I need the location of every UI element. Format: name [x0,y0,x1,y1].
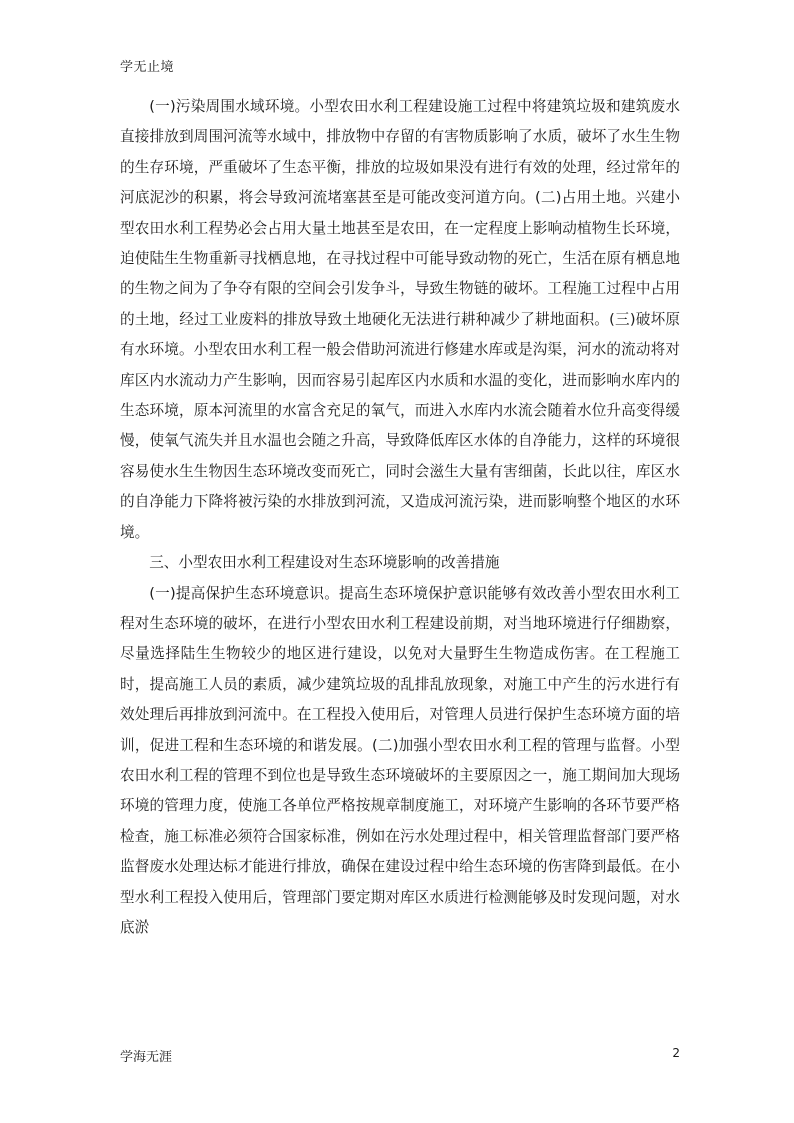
section-heading-improvement-measures: 三、小型农田水利工程建设对生态环境影响的改善措施 [149,554,500,572]
document-body [120,92,680,943]
paragraph-awareness-management: (一)提高保护生态环境意识。提高生态环境保护意识能够有效改善小型农田水利工程对生态环境的破坏，在进行小型农田水利工程建设前期，对当地环境进行仔细勘察，尽量选择陆生生物较少的地区进行建设，以免对大量野生生物造成伤害。在工程施工时，提高施工人员的素质，减少建筑垃圾的乱排乱放现象，对施工中产生的污水进行有效处理后再排放到河流中。在工程投入使用后，对管理人员进行保护生态环境方面的培训，促进工程和生态环境的和谐发展。(二)加强小型农田水利工程的管理与监督。小型农田水利工程的管理不到位也是导致生态环境破坏的主要原因之一，施工期间加大现场环境的管理力度，使施工各单位严格按规章制度施工，对环境产生影响的各环节要严格检查，施工标准必须符合国家标准，例如在污水处理过程中，相关管理监督部门要严格监督废水处理达标才能进行排放，确保在建设过程中给生态环境的伤害降到最低。在小型水利工程投入使用后，管理部门要定期对库区水质进行检测能够及时发现问题，对水底淤 [120,584,680,936]
page-number: 2 [672,1046,680,1060]
page-footer: 学海无涯 [120,1050,173,1065]
page-header: 学无止境 [120,60,175,75]
paragraph-pollution-land-water: (一)污染周围水域环境。小型农田水利工程建设施工过程中将建筑垃圾和建筑废水直接排放到周围河流等水域中，排放物中存留的有害物质影响了水质，破坏了水生生物的生存环境，严重破坏了生态平衡，排放的垃圾如果没有进行有效的处理，经过常年的河底泥沙的积累，将会导致河流堵塞甚至是可能改变河道方向。(二)占用土地。兴建小型农田水利工程势必会占用大量土地甚至是农田，在一定程度上影响动植物生长环境，迫使陆生生物重新寻找栖息地，在寻找过程中可能导致动物的死亡，生活在原有栖息地的生物之间为了争夺有限的空间会引发争斗，导致生物链的破坏。工程施工过程中占用的土地，经过工业废料的排放导致土地硬化无法进行耕种减少了耕地面积。(三)破坏原有水环境。小型农田水利工程一般会借助河流进行修建水库或是沟渠，河水的流动将对库区内水流动力产生影响，因而容易引起库区内水质和水温的变化，进而影响水库内的生态环境，原本河流里的水富含充足的氧气，而进入水库内水流会随着水位升高变得缓慢，使氧气流失并且水温也会随之升高，导致降低库区水体的自净能力，这样的环境很容易使水生生物因生态环境改变而死亡，同时会滋生大量有害细菌，长此以往，库区水的自净能力下降将被污染的水排放到河流，又造成河流污染，进而影响整个地区的水环境。 [120,98,680,541]
